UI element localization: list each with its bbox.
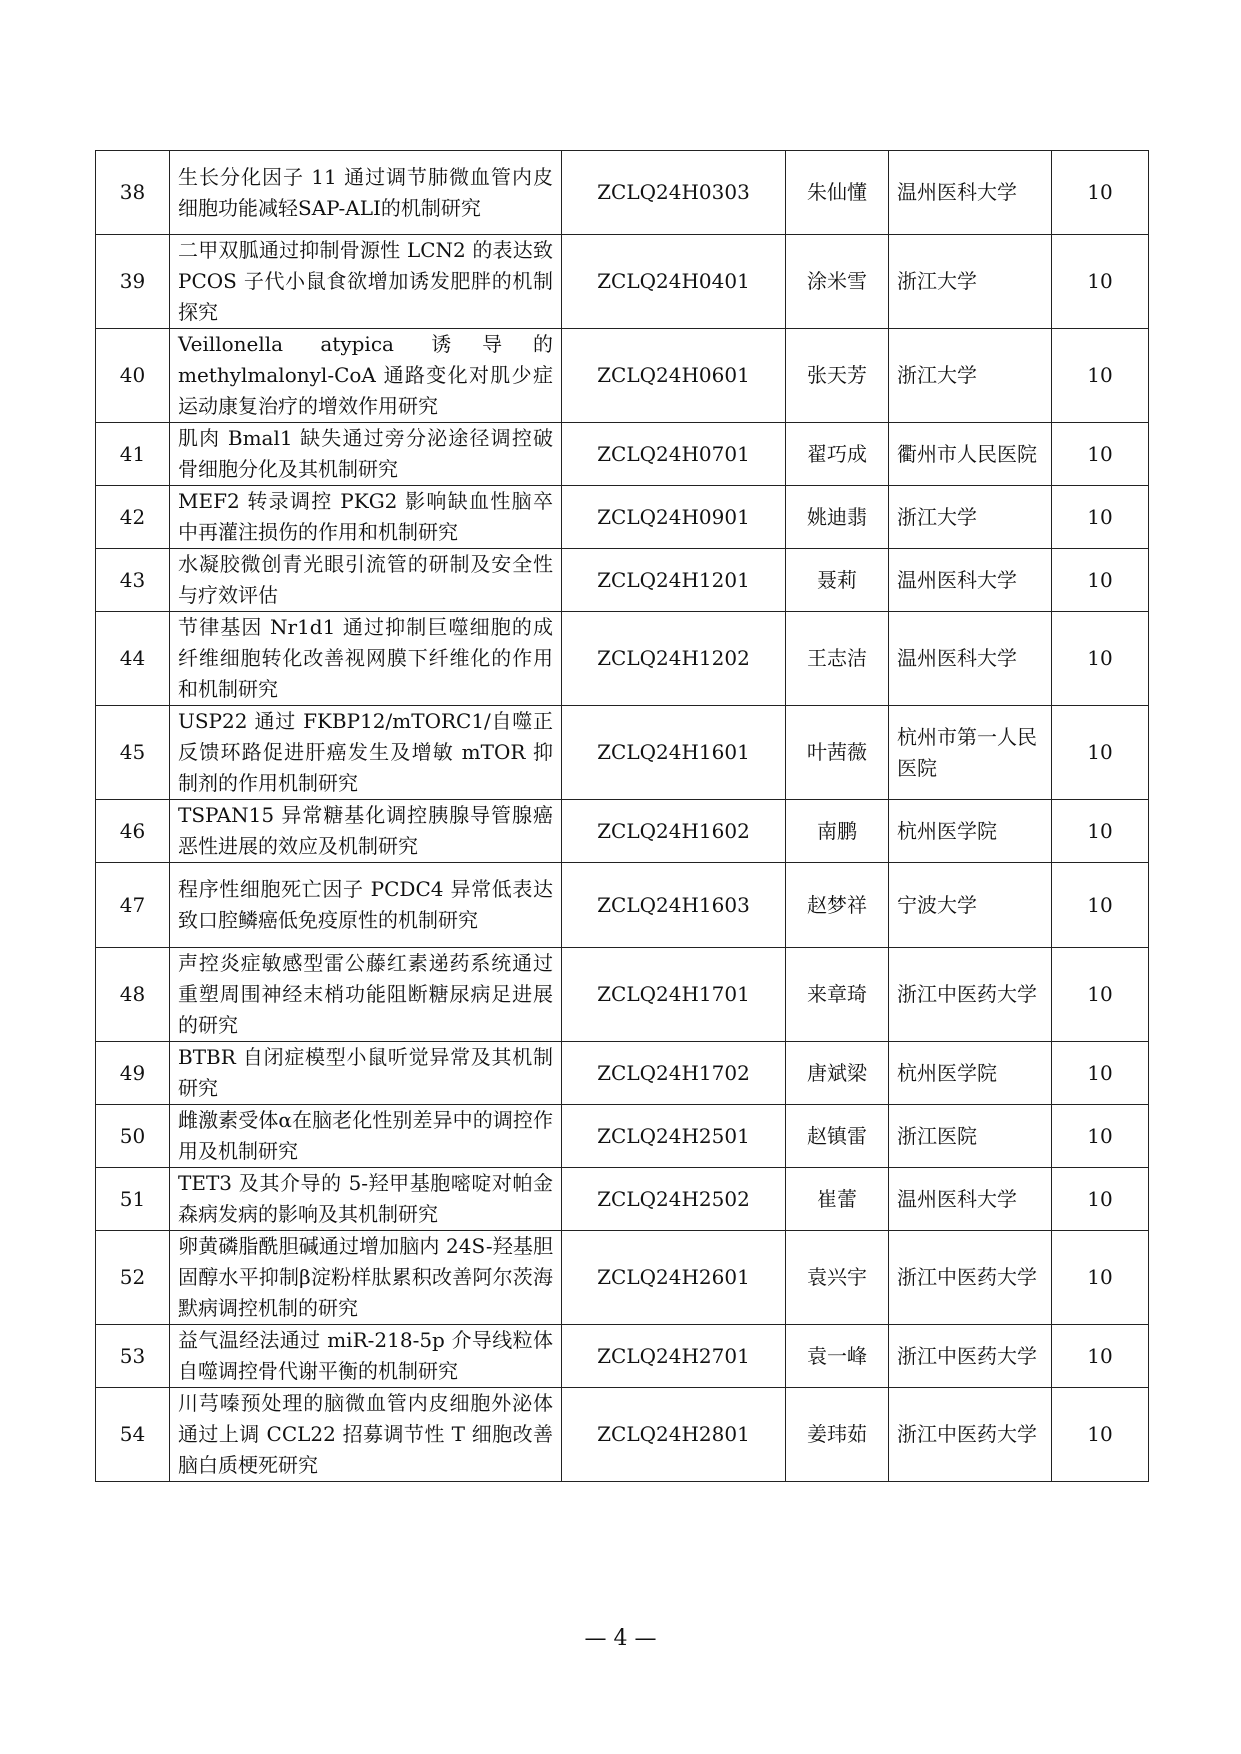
table-row xyxy=(96,1388,1149,1482)
project-code: ZCLQ24H2701 xyxy=(562,1325,786,1388)
project-title: 川芎嗪预处理的脑微血管内皮细胞外泌体通过上调 CCL22 招募调节性 T 细胞改善脑白质梗死研究 xyxy=(170,1388,562,1482)
principal-investigator: 王志洁 xyxy=(786,612,889,706)
table-body xyxy=(96,151,1149,1482)
project-code: ZCLQ24H2502 xyxy=(562,1168,786,1231)
table-row xyxy=(96,486,1149,549)
institution: 宁波大学 xyxy=(889,863,1052,948)
funding-amount: 10 xyxy=(1052,1388,1149,1482)
principal-investigator: 张天芳 xyxy=(786,329,889,423)
table-row xyxy=(96,800,1149,863)
institution: 浙江大学 xyxy=(889,486,1052,549)
funding-amount: 10 xyxy=(1052,612,1149,706)
principal-investigator: 聂莉 xyxy=(786,549,889,612)
funding-amount: 10 xyxy=(1052,423,1149,486)
project-code: ZCLQ24H1603 xyxy=(562,863,786,948)
project-title: USP22 通过 FKBP12/mTORC1/自噬正反馈环路促进肝癌发生及增敏 mTOR 抑制剂的作用机制研究 xyxy=(170,706,562,800)
institution: 温州医科大学 xyxy=(889,151,1052,235)
row-number: 52 xyxy=(96,1231,170,1325)
institution: 浙江医院 xyxy=(889,1105,1052,1168)
funding-amount: 10 xyxy=(1052,549,1149,612)
principal-investigator: 涂米雪 xyxy=(786,235,889,329)
principal-investigator: 翟巧成 xyxy=(786,423,889,486)
principal-investigator: 袁兴宇 xyxy=(786,1231,889,1325)
project-title: Veillonella atypica 诱导的 methylmalonyl-CoA 通路变化对肌少症运动康复治疗的增效作用研究 xyxy=(170,329,562,423)
project-code: ZCLQ24H0601 xyxy=(562,329,786,423)
funding-amount: 10 xyxy=(1052,1325,1149,1388)
table-row xyxy=(96,706,1149,800)
row-number: 42 xyxy=(96,486,170,549)
row-number: 53 xyxy=(96,1325,170,1388)
row-number: 54 xyxy=(96,1388,170,1482)
table-row xyxy=(96,612,1149,706)
principal-investigator: 叶茜薇 xyxy=(786,706,889,800)
principal-investigator: 袁一峰 xyxy=(786,1325,889,1388)
row-number: 39 xyxy=(96,235,170,329)
funding-amount: 10 xyxy=(1052,486,1149,549)
row-number: 46 xyxy=(96,800,170,863)
institution: 浙江中医药大学 xyxy=(889,1231,1052,1325)
institution: 温州医科大学 xyxy=(889,612,1052,706)
funding-amount: 10 xyxy=(1052,235,1149,329)
project-title: TET3 及其介导的 5-羟甲基胞嘧啶对帕金森病发病的影响及其机制研究 xyxy=(170,1168,562,1231)
project-title: BTBR 自闭症模型小鼠听觉异常及其机制研究 xyxy=(170,1042,562,1105)
table-row xyxy=(96,329,1149,423)
institution: 浙江大学 xyxy=(889,329,1052,423)
institution: 浙江中医药大学 xyxy=(889,1325,1052,1388)
row-number: 51 xyxy=(96,1168,170,1231)
project-code: ZCLQ24H2501 xyxy=(562,1105,786,1168)
row-number: 48 xyxy=(96,948,170,1042)
funding-amount: 10 xyxy=(1052,329,1149,423)
table-row xyxy=(96,1105,1149,1168)
row-number: 47 xyxy=(96,863,170,948)
project-title: 节律基因 Nr1d1 通过抑制巨噬细胞的成纤维细胞转化改善视网膜下纤维化的作用和机制研究 xyxy=(170,612,562,706)
project-title: 程序性细胞死亡因子 PCDC4 异常低表达致口腔鳞癌低免疫原性的机制研究 xyxy=(170,863,562,948)
institution: 浙江中医药大学 xyxy=(889,1388,1052,1482)
project-code: ZCLQ24H2801 xyxy=(562,1388,786,1482)
principal-investigator: 南鹏 xyxy=(786,800,889,863)
principal-investigator: 来章琦 xyxy=(786,948,889,1042)
project-title: 卵黄磷脂酰胆碱通过增加脑内 24S-羟基胆固醇水平抑制β淀粉样肽累积改善阿尔茨海默病调控机制的研究 xyxy=(170,1231,562,1325)
institution: 浙江大学 xyxy=(889,235,1052,329)
table-row xyxy=(96,948,1149,1042)
funding-amount: 10 xyxy=(1052,1105,1149,1168)
funding-amount: 10 xyxy=(1052,1231,1149,1325)
principal-investigator: 赵镇雷 xyxy=(786,1105,889,1168)
table-row xyxy=(96,151,1149,235)
institution: 温州医科大学 xyxy=(889,549,1052,612)
table-row xyxy=(96,863,1149,948)
row-number: 40 xyxy=(96,329,170,423)
table-row xyxy=(96,549,1149,612)
project-title: 水凝胶微创青光眼引流管的研制及安全性与疗效评估 xyxy=(170,549,562,612)
principal-investigator: 赵梦祥 xyxy=(786,863,889,948)
project-title: MEF2 转录调控 PKG2 影响缺血性脑卒中再灌注损伤的作用和机制研究 xyxy=(170,486,562,549)
institution: 温州医科大学 xyxy=(889,1168,1052,1231)
table-row xyxy=(96,1231,1149,1325)
project-title: 生长分化因子 11 通过调节肺微血管内皮细胞功能减轻SAP-ALI的机制研究 xyxy=(170,151,562,235)
project-title: TSPAN15 异常糖基化调控胰腺导管腺癌恶性进展的效应及机制研究 xyxy=(170,800,562,863)
row-number: 50 xyxy=(96,1105,170,1168)
row-number: 44 xyxy=(96,612,170,706)
project-title: 肌肉 Bmal1 缺失通过旁分泌途径调控破骨细胞分化及其机制研究 xyxy=(170,423,562,486)
funding-amount: 10 xyxy=(1052,863,1149,948)
institution: 杭州医学院 xyxy=(889,800,1052,863)
row-number: 43 xyxy=(96,549,170,612)
project-code: ZCLQ24H0901 xyxy=(562,486,786,549)
project-code: ZCLQ24H1701 xyxy=(562,948,786,1042)
project-title: 声控炎症敏感型雷公藤红素递药系统通过重塑周围神经末梢功能阻断糖尿病足进展的研究 xyxy=(170,948,562,1042)
table-row xyxy=(96,235,1149,329)
principal-investigator: 姚迪翡 xyxy=(786,486,889,549)
funding-amount: 10 xyxy=(1052,706,1149,800)
principal-investigator: 崔蕾 xyxy=(786,1168,889,1231)
project-code: ZCLQ24H2601 xyxy=(562,1231,786,1325)
project-code: ZCLQ24H1602 xyxy=(562,800,786,863)
funding-amount: 10 xyxy=(1052,1042,1149,1105)
project-code: ZCLQ24H1202 xyxy=(562,612,786,706)
table-row xyxy=(96,423,1149,486)
project-title: 雌激素受体α在脑老化性别差异中的调控作用及机制研究 xyxy=(170,1105,562,1168)
row-number: 41 xyxy=(96,423,170,486)
row-number: 38 xyxy=(96,151,170,235)
funding-amount: 10 xyxy=(1052,151,1149,235)
project-code: ZCLQ24H0401 xyxy=(562,235,786,329)
project-code: ZCLQ24H1601 xyxy=(562,706,786,800)
principal-investigator: 唐斌梁 xyxy=(786,1042,889,1105)
project-list-table xyxy=(95,150,1149,1482)
project-title: 益气温经法通过 miR-218-5p 介导线粒体自噬调控骨代谢平衡的机制研究 xyxy=(170,1325,562,1388)
table-row xyxy=(96,1325,1149,1388)
funding-amount: 10 xyxy=(1052,1168,1149,1231)
row-number: 45 xyxy=(96,706,170,800)
funding-amount: 10 xyxy=(1052,800,1149,863)
institution: 杭州市第一人民医院 xyxy=(889,706,1052,800)
table-row xyxy=(96,1042,1149,1105)
funding-amount: 10 xyxy=(1052,948,1149,1042)
institution: 浙江中医药大学 xyxy=(889,948,1052,1042)
institution: 杭州医学院 xyxy=(889,1042,1052,1105)
page-number: — 4 — xyxy=(584,1626,657,1651)
row-number: 49 xyxy=(96,1042,170,1105)
project-code: ZCLQ24H0303 xyxy=(562,151,786,235)
principal-investigator: 朱仙懂 xyxy=(786,151,889,235)
institution: 衢州市人民医院 xyxy=(889,423,1052,486)
project-code: ZCLQ24H0701 xyxy=(562,423,786,486)
project-code: ZCLQ24H1201 xyxy=(562,549,786,612)
project-code: ZCLQ24H1702 xyxy=(562,1042,786,1105)
principal-investigator: 姜玮茹 xyxy=(786,1388,889,1482)
project-title: 二甲双胍通过抑制骨源性 LCN2 的表达致 PCOS 子代小鼠食欲增加诱发肥胖的机制探究 xyxy=(170,235,562,329)
table-row xyxy=(96,1168,1149,1231)
